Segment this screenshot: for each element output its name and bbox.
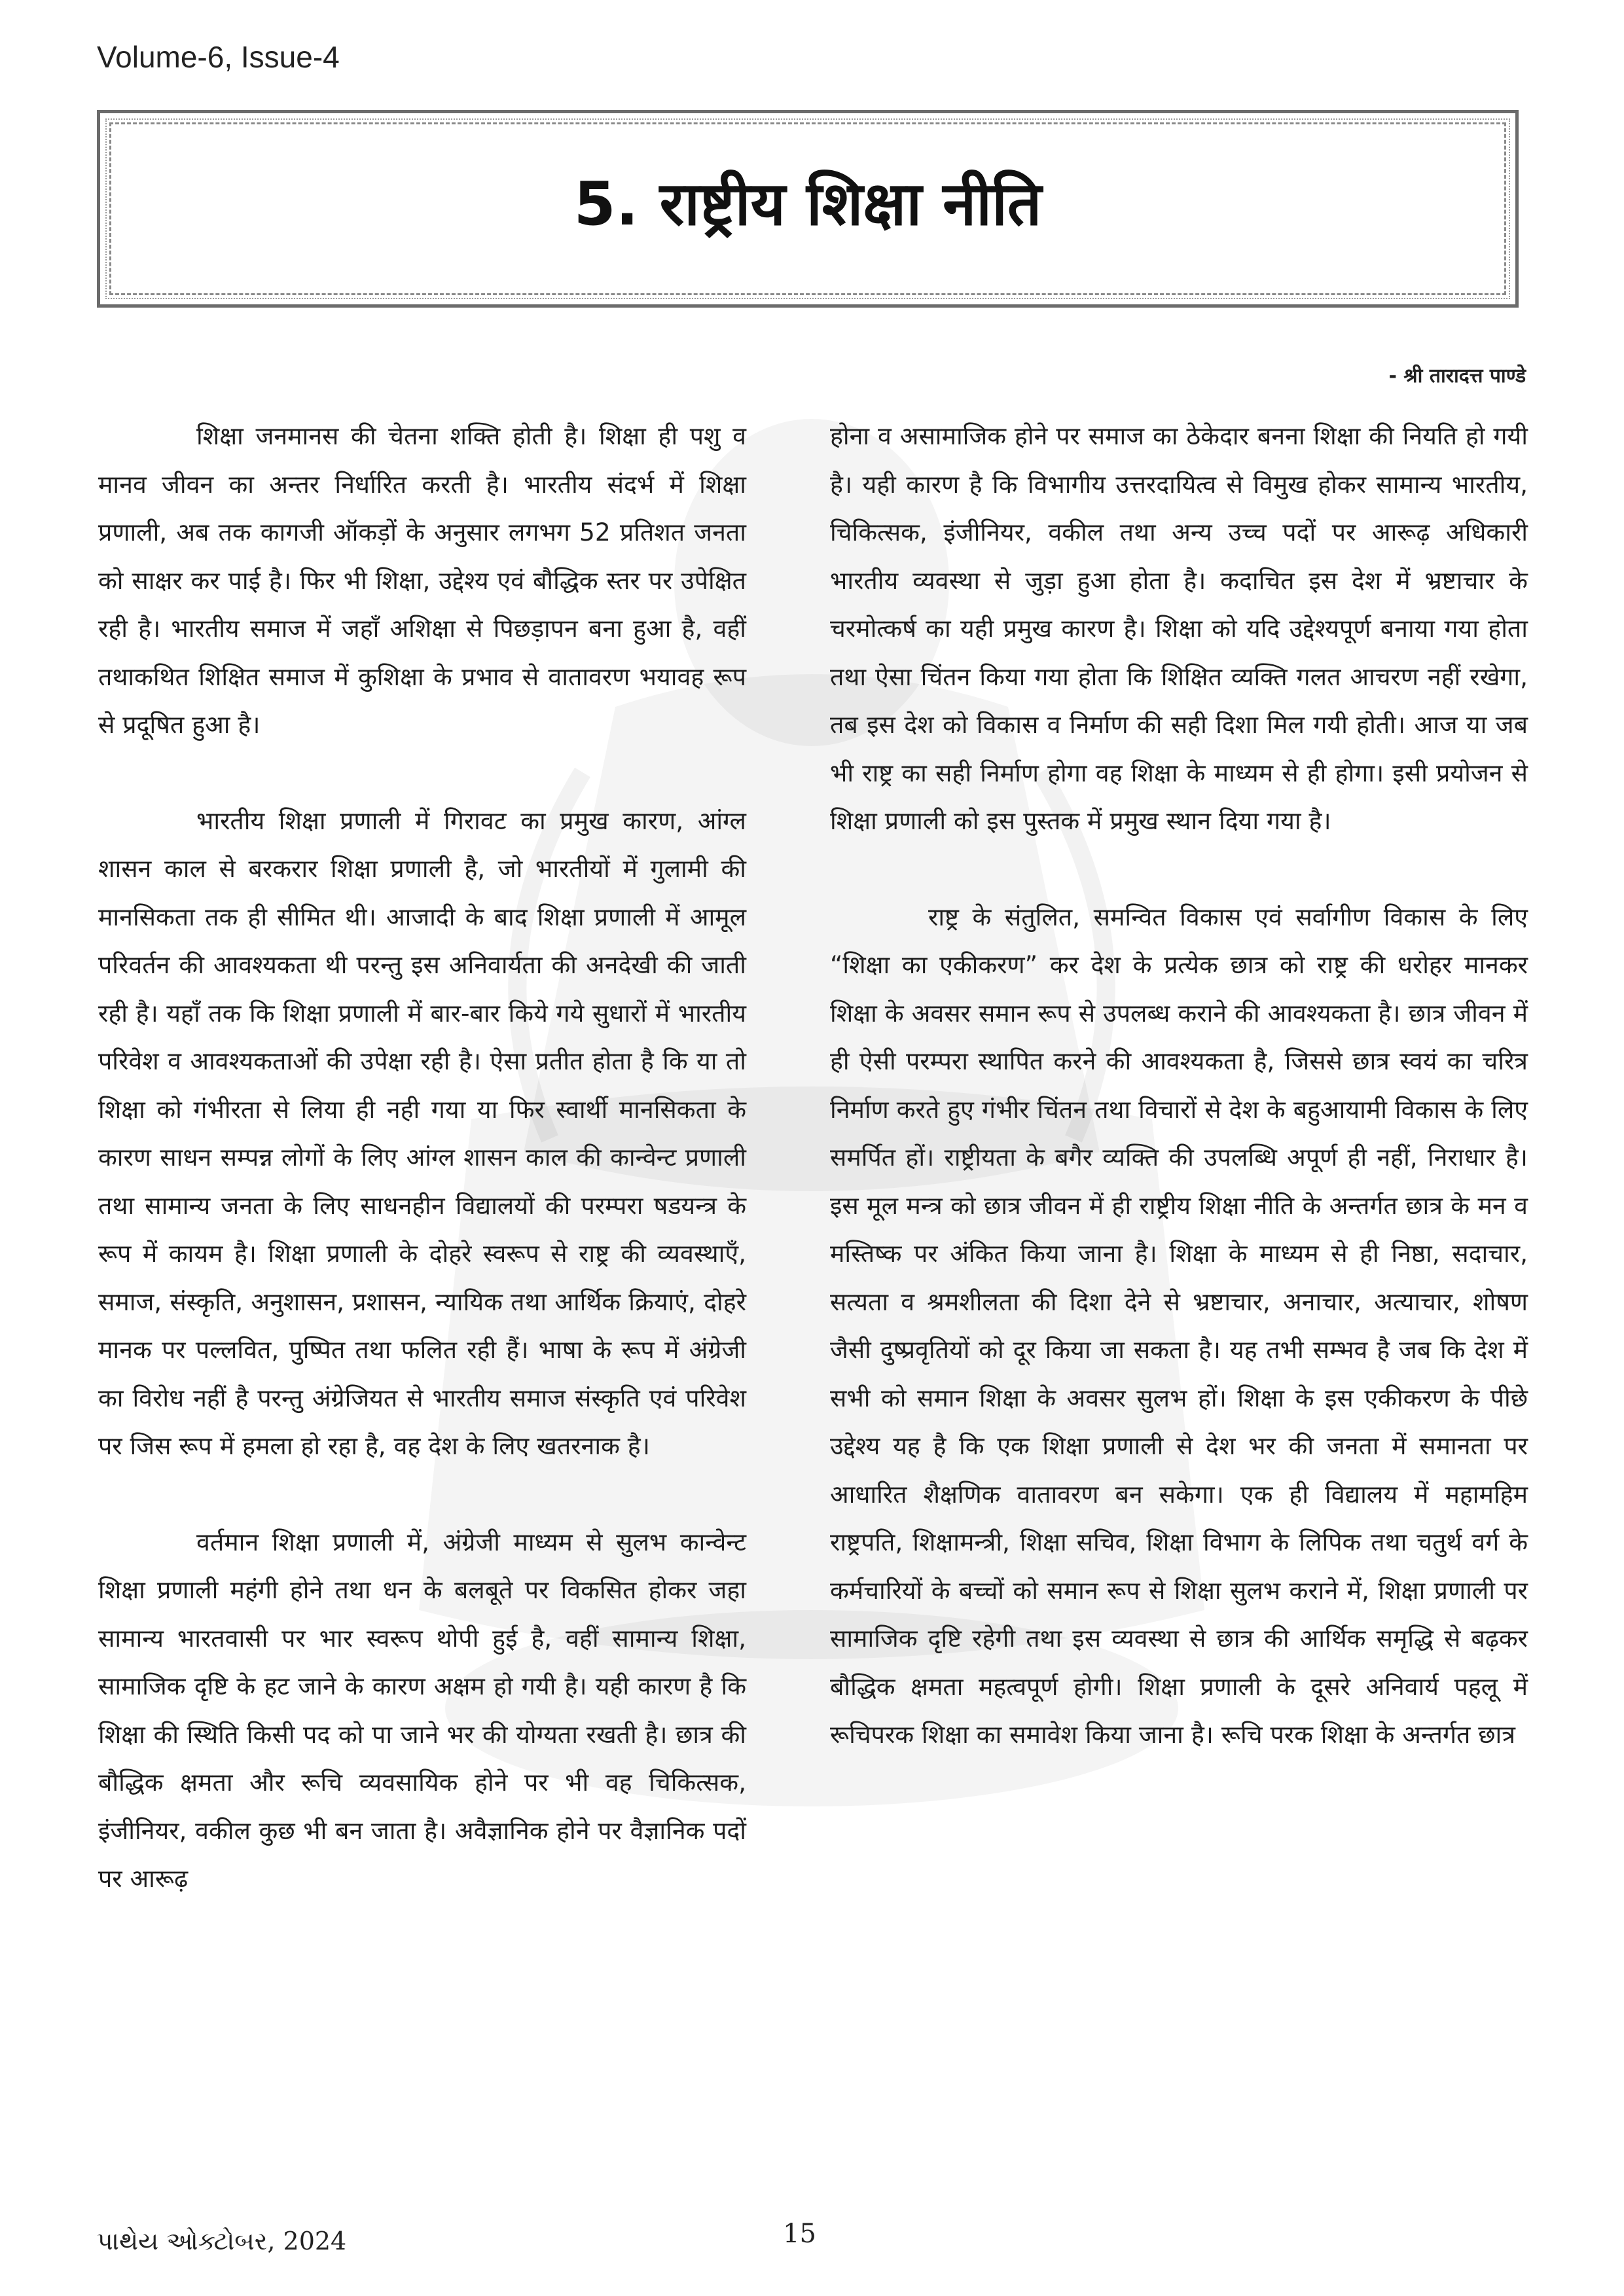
page-number: 15 <box>783 2219 816 2249</box>
paragraph: भारतीय शिक्षा प्रणाली में गिरावट का प्रमुख कारण, आंग्ल शासन काल से बरकरार शिक्षा प्रणाली है, जो भारतीयों में गुलामी की मानसिकता तक ही सीमित थी। आजादी के बाद शिक्षा प्रणाली में आमूल परिवर्तन की आवश्यकता थी परन्तु इस अनिवार्यता की अनदेखी की जाती रही है। यहाँ तक कि शिक्षा प्रणाली में बार-बार किये गये सुधारों में भारतीय परिवेश व आवश्यकताओं की उपेक्षा रही है। ऐसा प्रतीत होता है कि या तो शिक्षा को गंभीरता से लिया ही नही गया या फिर स्वार्थी मानसिकता के कारण साधन सम्पन्न लोगों के लिए आंग्ल शासन काल की कान्वेन्ट प्रणाली तथा सामान्य जनता के लिए साधनहीन विद्यालयों की परम्परा षडयन्त्र के रूप में कायम है। शिक्षा प्रणाली के दोहरे स्वरूप से राष्ट्र की व्यवस्थाएँ, समाज, संस्कृति, अनुशासन, प्रशासन, न्यायिक तथा आर्थिक क्रियाएं, दोहरे मानक पर पल्लवित, पुष्पित तथा फलित रही हैं। भाषा के रूप में अंग्रेजी का विरोध नहीं है परन्तु अंग्रेजियत से भारतीय समाज संस्कृति एवं परिवेश पर जिस रूप में हमला हो रहा है, वह देश के लिए खतरनाक है। <box>98 806 746 1460</box>
right-column <box>830 412 1528 1759</box>
title-frame <box>97 110 1519 308</box>
paragraph: वर्तमान शिक्षा प्रणाली में, अंग्रेजी माध्यम से सुलभ कान्वेन्ट शिक्षा प्रणाली महंगी होने तथा धन के बलबूते पर विकसित होकर जहा सामान्य भारतवासी पर भार स्वरूप थोपी हुई है, वहीं सामान्य शिक्षा, सामाजिक दृष्टि के हट जाने के कारण अक्षम हो गयी है। यही कारण है कि शिक्षा की स्थिति किसी पद को पा जाने भर की योग्यता रखती है। छात्र की बौद्धिक क्षमता और रूचि व्यवसायिक होने पर भी वह चिकित्सक, इंजीनियर, वकील कुछ भी बन जाता है। अवैज्ञानिक होने पर वैज्ञानिक पदों पर आरूढ़ <box>98 1527 746 1893</box>
author-name: - श्री तारादत्त पाण्डे <box>1388 365 1526 387</box>
left-column <box>98 412 746 1903</box>
paragraph: राष्ट्र के संतुलित, समन्वित विकास एवं सर्वागीण विकास के लिए “शिक्षा का एकीकरण” कर देश के प्रत्येक छात्र को राष्ट्र की धरोहर मानकर शिक्षा के अवसर समान रूप से उपलब्ध कराने की आवश्यकता है। छात्र जीवन में ही ऐसी परम्परा स्थापित करने की आवश्यकता है, जिससे छात्र स्वयं का चरित्र निर्माण करते हुए गंभीर चिंतन तथा विचारों से देश के बहुआयामी विकास के लिए समर्पित हों। राष्ट्रीयता के बगैर व्यक्ति की उपलब्धि अपूर्ण ही नहीं, निराधार है। इस मूल मन्त्र को छात्र जीवन में ही राष्ट्रीय शिक्षा नीति के अन्तर्गत छात्र के मन व मस्तिष्क पर अंकित किया जाना है। शिक्षा के माध्यम से ही निष्ठा, सदाचार, सत्यता व श्रमशीलता की दिशा देने से भ्रष्टाचार, अनाचार, अत्याचार, शोषण जैसी दुष्प्रवृतियों को दूर किया जा सकता है। यह तभी सम्भव है जब कि देश में सभी को समान शिक्षा के अवसर सुलभ हों। शिक्षा के इस एकीकरण के पीछे उद्देश्य यह है कि एक शिक्षा प्रणाली से देश भर की जनता में समानता पर आधारित शैक्षणिक वातावरण बन सकेगा। एक ही विद्यालय में महामहिम राष्ट्रपति, शिक्षामन्त्री, शिक्षा सचिव, शिक्षा विभाग के लिपिक तथा चतुर्थ वर्ग के कर्मचारियों के बच्चों को समान रूप से शिक्षा सुलभ कराने में, शिक्षा प्रणाली पर सामाजिक दृष्टि रहेगी तथा इस व्यवस्था से छात्र की आर्थिक समृद्धि से बढ़कर बौद्धिक क्षमता महत्वपूर्ण होगी। शिक्षा प्रणाली के दूसरे अनिवार्य पहलू में रूचिपरक शिक्षा का समावेश किया जाना है। रूचि परक शिक्षा के अन्तर्गत छात्र <box>830 902 1528 1749</box>
volume-issue-label: Volume-6, Issue-4 <box>97 40 340 74</box>
paragraph: होना व असामाजिक होने पर समाज का ठेकेदार बनना शिक्षा की नियति हो गयी है। यही कारण है कि विभागीय उत्तरदायित्व से विमुख होकर सामान्य भारतीय, चिकित्सक, इंजीनियर, वकील तथा अन्य उच्च पदों पर आरूढ़ अधिकारी भारतीय व्यवस्था से जुड़ा हुआ होता है। कदाचित इस देश में भ्रष्टाचार के चरमोत्कर्ष का यही प्रमुख कारण है। शिक्षा को यदि उद्देश्यपूर्ण बनाया गया होता तथा ऐसा चिंतन किया गया होता कि शिक्षित व्यक्ति गलत आचरण नहीं रखेगा, तब इस देश को विकास व निर्माण की सही दिशा मिल गयी होती। आज या जब भी राष्ट्र का सही निर्माण होगा वह शिक्षा के माध्यम से ही होगा। इसी प्रयोजन से शिक्षा प्रणाली को इस पुस्तक में प्रमुख स्थान दिया गया है। <box>830 422 1528 835</box>
paragraph: शिक्षा जनमानस की चेतना शक्ति होती है। शिक्षा ही पशु व मानव जीवन का अन्तर निर्धारित करती है। भारतीय संदर्भ में शिक्षा प्रणाली, अब तक कागजी ऑकड़ों के अनुसार लगभग 52 प्रतिशत जनता को साक्षर कर पाई है। फिर भी शिक्षा, उद्देश्य एवं बौद्धिक स्तर पर उपेक्षित रही है। भारतीय समाज में जहाँ अशिक्षा से पिछड़ापन बना हुआ है, वहीं तथाकथित शिक्षित समाज में कुशिक्षा के प्रभाव से वातावरण भयावह रूप से प्रदूषित हुआ है। <box>98 422 746 739</box>
article-title: 5. राष्ट्रीय शिक्षा नीति <box>573 168 1042 239</box>
publication-footer: પાથેય ઓક્ટોબર, 2024 <box>97 2227 347 2255</box>
